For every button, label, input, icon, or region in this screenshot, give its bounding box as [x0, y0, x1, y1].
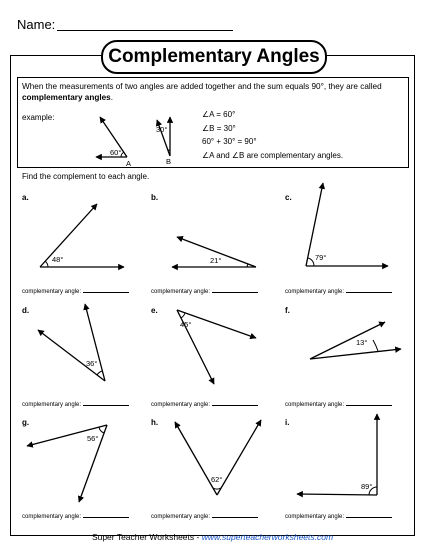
- example-vertex-b: B: [166, 157, 172, 166]
- example-line-3: 60° + 30° = 90°: [202, 137, 257, 146]
- angle-g-value: 56°: [87, 434, 99, 443]
- answer-label: complementary angle:: [285, 289, 345, 295]
- answer-label: complementary angle:: [22, 289, 82, 295]
- example-label: example:: [22, 113, 55, 122]
- answer-label: complementary angle:: [151, 289, 211, 295]
- footer-separator: -: [194, 532, 202, 542]
- angle-h-value: 62°: [211, 475, 223, 484]
- problem-b-label: b.: [151, 193, 159, 202]
- definition-text-start: When the measurements of two angles are added together and the sum equals 90°, they are called: [22, 82, 382, 91]
- angle-e-value: 45°: [180, 320, 192, 329]
- answer-label: complementary angle:: [285, 402, 345, 408]
- definition-term: complementary angles: [22, 93, 111, 102]
- problem-h-label: h.: [151, 418, 159, 427]
- example-angle-b: [157, 117, 170, 156]
- problem-i-label: i.: [285, 418, 290, 427]
- problem-f-label: f.: [285, 306, 290, 315]
- angle-i-value: 89°: [361, 482, 373, 491]
- angle-c-value: 79°: [315, 253, 327, 262]
- problem-g-label: g.: [22, 418, 30, 427]
- problem-d-label: d.: [22, 306, 30, 315]
- footer-site-link[interactable]: www.superteacherworksheets.com: [201, 532, 334, 542]
- answer-label: complementary angle:: [22, 514, 82, 520]
- answer-label: complementary angle:: [151, 402, 211, 408]
- definition-text-end: .: [110, 93, 114, 102]
- instruction-text: Find the complement to each angle.: [22, 172, 150, 181]
- angle-b-value: 21°: [210, 256, 222, 265]
- footer-brand: Super Teacher Worksheets: [91, 532, 195, 542]
- angle-f-value: 13°: [356, 338, 368, 347]
- example-vertex-a: A: [126, 159, 132, 168]
- problem-c-label: c.: [285, 193, 292, 202]
- problem-a-label: a.: [22, 193, 29, 202]
- footer: [0, 532, 425, 542]
- example-line-1: ∠A = 60°: [202, 110, 236, 119]
- answer-label: complementary angle:: [151, 514, 211, 520]
- angle-d-value: 36°: [86, 359, 98, 368]
- angle-a-value: 48°: [52, 255, 64, 264]
- answer-label: complementary angle:: [22, 402, 82, 408]
- name-label: Name:: [17, 17, 56, 32]
- angle-d: [38, 304, 105, 381]
- page-title: Complementary Angles: [101, 40, 327, 74]
- example-angle-b-value: 30°: [156, 125, 168, 134]
- problem-e-label: e.: [151, 306, 158, 315]
- example-angle-a-value: 60°: [110, 148, 122, 157]
- example-line-2: ∠B = 30°: [202, 123, 236, 133]
- example-line-4: ∠A and ∠B are complementary angles.: [202, 150, 344, 160]
- answer-label: complementary angle:: [285, 514, 345, 520]
